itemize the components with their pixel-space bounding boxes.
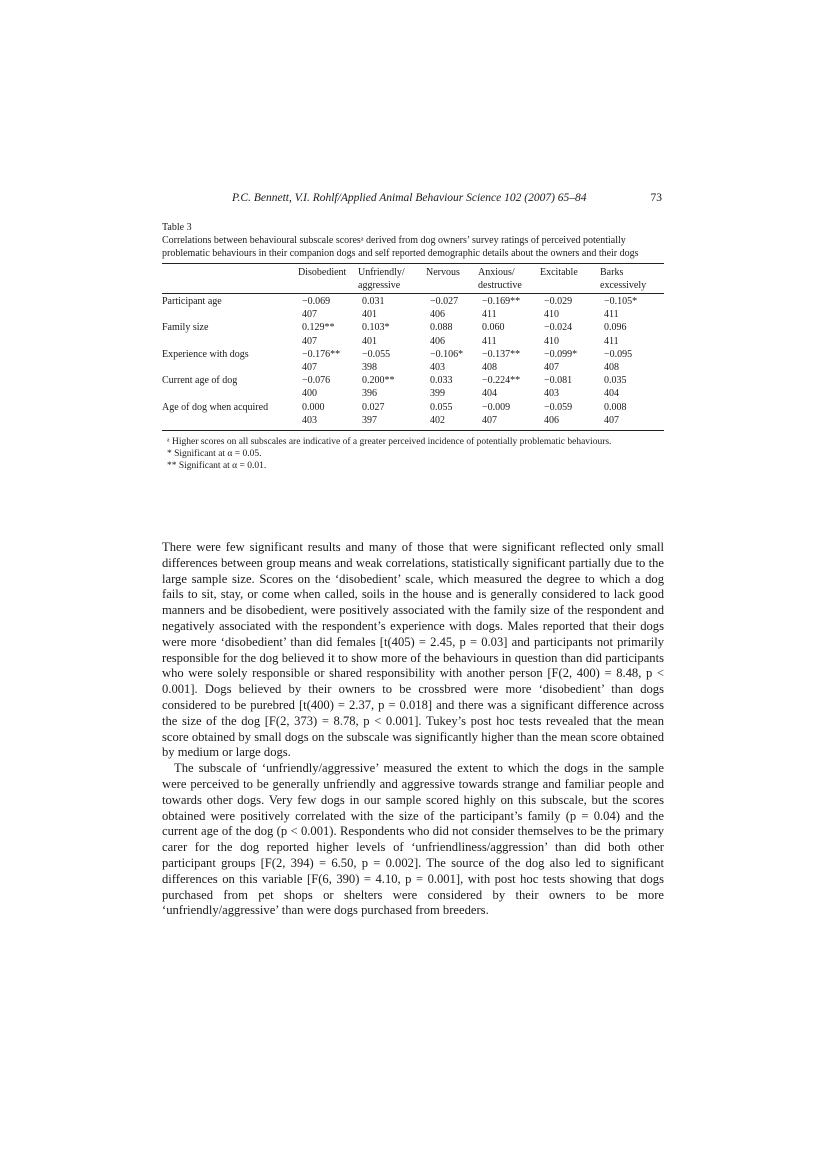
table-cell: 411	[482, 309, 497, 321]
table-cell: 0.129**	[302, 322, 335, 334]
table-cell: 403	[430, 362, 445, 374]
table-cell: 406	[430, 335, 445, 347]
table-cell: 407	[302, 309, 317, 321]
table-cell: 406	[544, 414, 559, 426]
table-cell: 407	[302, 335, 317, 347]
column-header: Excitable	[540, 264, 600, 294]
table-cell: 0.000	[302, 401, 325, 413]
table-cell: −0.055	[362, 348, 391, 360]
table-row	[162, 374, 664, 387]
table-cell: 404	[482, 388, 497, 400]
correlation-table	[162, 263, 664, 431]
table-cell: 0.033	[430, 375, 453, 387]
table-footnotes	[162, 436, 664, 472]
footnote-a: ᵃ Higher scores on all subscales are indicative of a greater perceived incidence of potentially problematic behaviours.	[167, 437, 612, 448]
table-cell: 407	[544, 362, 559, 374]
table-cell: 408	[604, 362, 619, 374]
table-cell: 403	[544, 388, 559, 400]
table-cell: −0.176**	[302, 348, 341, 360]
table-cell: 0.103*	[362, 322, 390, 334]
table-cell: 403	[302, 414, 317, 426]
table-cell: −0.169**	[482, 296, 521, 307]
row-label: Experience with dogs	[162, 348, 249, 360]
table-cell: 396	[362, 388, 377, 400]
table-cell: 402	[430, 414, 445, 426]
table-cell: 398	[362, 362, 377, 374]
running-header	[162, 192, 662, 208]
table-cell: 0.035	[604, 375, 627, 387]
table-cell: −0.106*	[430, 348, 464, 360]
table-cell: 0.031	[362, 296, 385, 307]
table-cell: −0.029	[544, 296, 573, 307]
table-cell: 0.200**	[362, 375, 395, 387]
table-cell: 397	[362, 414, 377, 426]
table-cell: 404	[604, 388, 619, 400]
table-cell: 407	[604, 414, 619, 426]
table-cell: −0.009	[482, 401, 511, 413]
table-row	[162, 361, 664, 374]
table-cell: 0.096	[604, 322, 627, 334]
page-number: 73	[650, 192, 662, 204]
table-cell: −0.076	[302, 375, 331, 387]
table-cell: −0.024	[544, 322, 573, 334]
table-row	[162, 308, 664, 321]
column-header-stub	[162, 264, 298, 294]
table-cell: −0.099*	[544, 348, 578, 360]
table-cell: 411	[604, 309, 619, 321]
table-row	[162, 387, 664, 400]
table-cell: 407	[482, 414, 497, 426]
table-cell: −0.105*	[604, 296, 638, 307]
column-header: Barks excessively	[600, 264, 664, 294]
table-3	[162, 222, 664, 472]
table-label: Table 3	[162, 222, 192, 233]
row-label: Family size	[162, 322, 209, 334]
table-row	[162, 401, 664, 414]
table-cell: 0.060	[482, 322, 505, 334]
table-row	[162, 321, 664, 334]
table-cell: 406	[430, 309, 445, 321]
table-cell: 0.008	[604, 401, 627, 413]
row-label: Participant age	[162, 296, 222, 307]
table-cell: 408	[482, 362, 497, 374]
table-row	[162, 414, 664, 431]
table-cell: 401	[362, 309, 377, 321]
table-cell: −0.137**	[482, 348, 521, 360]
table-caption: Correlations between behavioural subscale scoresᵃ derived from dog owners’ survey ratings of perceived potentially problematic behaviours in their companion dogs and self reported demographic details about the owners and their dogs	[162, 235, 639, 259]
table-header-row	[162, 264, 664, 294]
table-cell: 407	[302, 362, 317, 374]
table-cell: 411	[604, 335, 619, 347]
table-cell: −0.059	[544, 401, 573, 413]
table-cell: −0.027	[430, 296, 459, 307]
table-cell: 411	[482, 335, 497, 347]
table-cell: 400	[302, 388, 317, 400]
table-cell: 410	[544, 335, 559, 347]
table-cell: 0.055	[430, 401, 453, 413]
table-cell: 401	[362, 335, 377, 347]
running-head: P.C. Bennett, V.I. Rohlf/Applied Animal Behaviour Science 102 (2007) 65–84	[232, 192, 587, 204]
table-row	[162, 348, 664, 361]
table-row	[162, 335, 664, 348]
table-cell: −0.095	[604, 348, 633, 360]
column-header: Disobedient	[298, 264, 358, 294]
table-cell: −0.224**	[482, 375, 521, 387]
footnote-single-star: * Significant at α = 0.05.	[167, 449, 262, 460]
table-cell: −0.069	[302, 296, 331, 307]
body-text	[162, 540, 664, 919]
column-header: Anxious/ destructive	[478, 264, 540, 294]
table-cell: −0.081	[544, 375, 573, 387]
table-cell: 0.027	[362, 401, 385, 413]
column-header: Unfriendly/ aggressive	[358, 264, 426, 294]
column-header: Nervous	[426, 264, 478, 294]
table-cell: 399	[430, 388, 445, 400]
footnote-double-star: ** Significant at α = 0.01.	[167, 461, 267, 472]
table-cell: 0.088	[430, 322, 453, 334]
paragraph-disobedient: There were few significant results and many of those that were significant reflected only small differences between group means and weak correlations, statistically significant partially due to the large sample size. Scores on the ‘disobedient’ scale, which measured the degree to which a dog fails to sit, stay, or come when called, soils in the house and is generally considered to lack good manners and be disobedient, were positively associated with the family size of the respondent and negatively associated with the respondent’s experience with dogs. Males reported that their dogs were more ‘disobedient’ than did females [t(405) = 2.45, p = 0.03] and participants not primarily responsible for the dog believed it to show more of the behaviours in question than did participants who were solely responsible or shared responsibility with another person [F(2, 400) = 8.48, p < 0.001]. Dogs believed by their owners to be crossbred were more ‘disobedient’ than dogs considered to be purebred [t(400) = 2.37, p = 0.018] and there was a significant difference across the size of the dog [F(2, 373) = 8.78, p < 0.001]. Tukey’s post hoc tests revealed that the mean score obtained by small dogs on the subscale was significantly higher than the mean score obtained by medium or large dogs.	[162, 540, 664, 760]
paragraph-unfriendly-aggressive: The subscale of ‘unfriendly/aggressive’ measured the extent to which the dogs in the sample were perceived to be generally unfriendly and aggressive towards strange and familiar people and towards other dogs. Very few dogs in our sample scored highly on this subscale, but the scores obtained were positively correlated with the size of the participant’s family (p = 0.04) and the current age of the dog (p < 0.001). Respondents who did not consider themselves to be the primary carer for the dog reported higher levels of ‘unfriendliness/aggression’ than did both other participant groups [F(2, 394) = 6.50, p = 0.002]. The source of the dog also led to significant differences on this variable [F(6, 390) = 4.10, p = 0.001], with post hoc tests showing that dogs purchased from pet shops or shelters were considered by their owners to be more ‘unfriendly/aggressive’ than were dogs purchased from breeders.	[162, 761, 664, 918]
table-cell: 410	[544, 309, 559, 321]
table-row	[162, 294, 664, 309]
row-label: Age of dog when acquired	[162, 401, 269, 413]
row-label: Current age of dog	[162, 375, 238, 387]
